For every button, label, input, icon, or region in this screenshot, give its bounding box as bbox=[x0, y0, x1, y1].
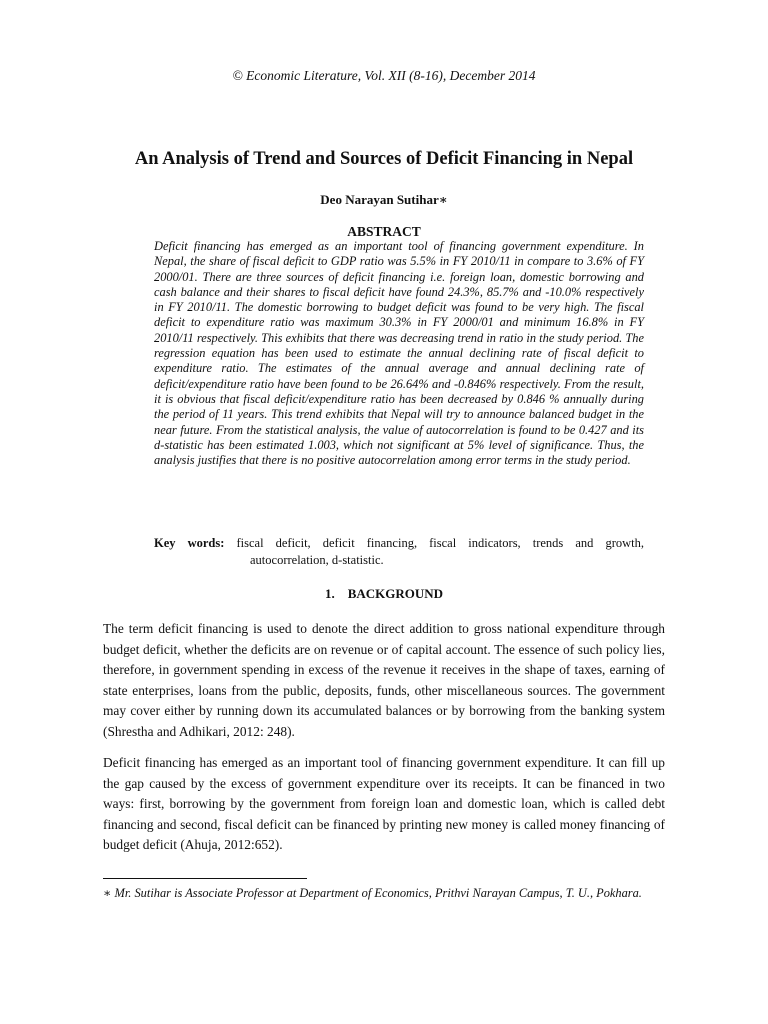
keywords-block bbox=[154, 535, 644, 569]
journal-citation: © Economic Literature, Vol. XII (8-16), December 2014 bbox=[232, 68, 536, 83]
abstract-text: Deficit financing has emerged as an important tool of financing government expenditure. In Nepal, the share of fiscal deficit to GDP ratio was 5.5% in FY 2010/11 in compare to 3.6% of FY 2000/01. There are three sources of deficit financing i.e. foreign loan, domestic borrowing and cash balance and their shares to fiscal deficit have found 24.3%, 85.7% and -10.0% respectively in FY 2010/11. The domestic borrowing to budget deficit was found to be very high. The fiscal deficit to expenditure ratio was maximum 30.3% in FY 2000/01 and minimum 16.8% in FY 2010/11 respectively. This exhibits that there was decreasing trend in ratio in the study period. The regression equation has been used to estimate the annual declining rate of fiscal deficit to expenditure ratio. The estimates of the annual average and annual declining rate of deficit/expenditure ratio have been found to be 26.64% and -0.846% respectively. From the result, it is obvious that fiscal deficit/expenditure ratio has been decreased by 0.846 % annually during the period of 11 years. This trend exhibits that Nepal will try to announce balanced budget in the near future. From the statistical analysis, the value of autocorrelation is found to be 0.427 and its d-statistic has been estimated 1.003, which not significant at 5% level of significance. Thus, the analysis justifies that there is no positive autocorrelation among error terms in the study period. bbox=[154, 239, 644, 468]
keywords-row-1 bbox=[154, 535, 644, 552]
abstract-heading: ABSTRACT bbox=[347, 224, 421, 239]
keywords-line-2: autocorrelation, d-statistic. bbox=[250, 553, 384, 567]
section-heading-background: 1. BACKGROUND bbox=[324, 586, 444, 601]
author-footnote: ∗ Mr. Sutihar is Associate Professor at Department of Economics, Prithvi Narayan Campus, T. U., Pokhara. bbox=[103, 886, 642, 900]
author-name: Deo Narayan Sutihar∗ bbox=[320, 192, 448, 207]
keywords-line-1: fiscal deficit, deficit financing, fiscal indicators, trends and growth, bbox=[236, 536, 645, 550]
paper-title: An Analysis of Trend and Sources of Deficit Financing in Nepal bbox=[134, 149, 634, 169]
keywords-label: Key words: bbox=[154, 536, 225, 550]
footnote-divider bbox=[103, 878, 307, 879]
body-paragraph-2: Deficit financing has emerged as an important tool of financing government expenditure. It can fill up the gap caused by the excess of government expenditure over its receipts. It can be financed in two ways: first, borrowing by the government from foreign loan and domestic loan, which is called debt financing and second, fiscal deficit can be financed by printing new money is called money financing of budget deficit (Ahuja, 2012:652). bbox=[103, 755, 665, 852]
body-paragraph-1: The term deficit financing is used to denote the direct addition to gross national expenditure through budget deficit, whether the deficits are on revenue or of capital account. The essence of such policy lies, therefore, in government spending in excess of the revenue it receives in the shape of taxes, earning of state enterprises, loans from the public, deposits, funds, other miscellaneous sources. The government may cover either by running down its accumulated balances or by borrowing from the banking system (Shrestha and Adhikari, 2012: 248). bbox=[103, 621, 665, 739]
